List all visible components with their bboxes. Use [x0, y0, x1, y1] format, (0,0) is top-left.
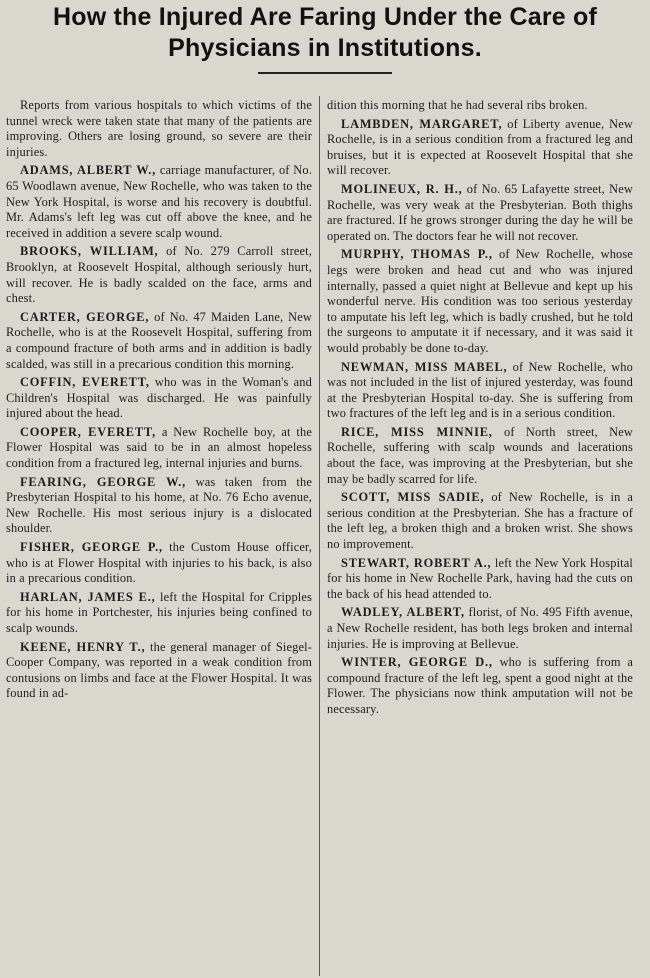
paragraph-text: dition this morning that he had several ribs broken.	[327, 98, 588, 112]
article-paragraph	[6, 244, 312, 306]
paragraph-text: who was in the Woman's and Children's Hospital was discharged. He was painfully injured about the head.	[6, 375, 312, 421]
paragraph-text: the general manager of Siegel-Cooper Company, was reported in a weak condition from contusions on limbs and face at the Flower Hospital. It was found in ad-	[6, 639, 312, 701]
patient-name: MOLINEUX, R. H.,	[341, 181, 463, 196]
left-column	[6, 98, 312, 976]
article-paragraph	[327, 182, 633, 244]
article-paragraph	[6, 475, 312, 537]
paragraph-text: of No. 279 Carroll street, Brooklyn, at Roosevelt Hospital, although seriously hurt, will recover. He is badly scalded on the face, arms and chest.	[6, 244, 312, 306]
paragraph-text: who is suffering from a compound fracture of the left leg, spent a good night at the Flower. The physicians now think amputation will not be necessary.	[327, 655, 633, 716]
paragraph-text: of Liberty avenue, New Rochelle, is in a serious condition from a fractured leg and bruises, but it is expected at Roosevelt Hospital that she will recover.	[327, 116, 633, 178]
right-column	[327, 98, 633, 976]
article-paragraph	[6, 590, 312, 637]
paragraph-text: left the New York Hospital for his home in New Rochelle Park, having had the cuts on the back of his head attended to.	[327, 555, 633, 601]
paragraph-text: florist, of No. 495 Fifth avenue, a New Rochelle resident, has both legs broken and internal injuries. He is improving at Bellevue.	[327, 605, 633, 651]
article-paragraph	[327, 98, 633, 114]
article-paragraph	[327, 655, 633, 717]
article-paragraph	[327, 556, 633, 603]
patient-name: COFFIN, EVERETT,	[20, 375, 150, 390]
patient-name: KEENE, HENRY T.,	[20, 639, 146, 654]
paragraph-text: of No. 65 Lafayette street, New Rochelle, was very weak at the Presbyterian. Both thighs are fractured. If he grows stronger during the day he will be operated on. The doctors fear he will not recover.	[327, 181, 633, 243]
article-paragraph	[327, 425, 633, 487]
article-paragraph	[6, 163, 312, 241]
paragraph-text: of New Rochelle, whose legs were broken and head cut and who was injured internally, passed a quiet night at Bellevue and kept up his wonderful nerve. His condition was too serious yesterday to amputate his left leg, which is badly crushed, but he told the surgeons to amputate it if necessary, and it was said it would probably be done to-day.	[327, 247, 633, 355]
article-paragraph	[6, 425, 312, 472]
paragraph-text: of North street, New Rochelle, suffering with scalp wounds and lacerations about the face, was improving at the Presbyterian, but she may be badly scarred for life.	[327, 424, 633, 486]
patient-name: HARLAN, JAMES E.,	[20, 589, 156, 604]
patient-name: FISHER, GEORGE P.,	[20, 540, 163, 555]
paragraph-text: the Custom House officer, who is at Flower Hospital with injuries to his back, is also in a precarious condition.	[6, 540, 312, 586]
patient-name: RICE, MISS MINNIE,	[341, 424, 493, 439]
article-paragraph	[327, 117, 633, 179]
patient-name: COOPER, EVERETT,	[20, 424, 156, 439]
article-paragraph	[6, 540, 312, 587]
column-divider	[319, 96, 320, 976]
paragraph-text: of No. 47 Maiden Lane, New Rochelle, who is at the Roosevelt Hospital, suffering from a compound fracture of both arms and in addition is badly scalded, was still in a precarious condition this morning.	[6, 309, 312, 371]
paragraph-text: was taken from the Presbyterian Hospital to his home, at No. 76 Echo avenue, New Rochelle. His most serious injury is a dislocated shoulder.	[6, 474, 312, 536]
paragraph-text: carriage manufacturer, of No. 65 Woodlawn avenue, New Rochelle, who was taken to the New York Hospital, is worse and his recovery is doubtful. Mr. Adams's left leg was cut off above the knee, and he received in addition a severe scalp wound.	[6, 163, 312, 240]
headline: How the Injured Are Faring Under the Care of Physicians in Institutions.	[52, 3, 598, 62]
patient-name: CARTER, GEORGE,	[20, 309, 150, 324]
patient-name: WINTER, GEORGE D.,	[341, 655, 493, 670]
paragraph-text: of New Rochelle, is in a serious condition at the Presbyterian. She has a fracture of the left leg, a broken thigh and a broken wrist. She shows no improvement.	[327, 490, 633, 552]
article-paragraph	[6, 640, 312, 702]
patient-name: WADLEY, ALBERT,	[341, 605, 465, 620]
article-paragraph	[327, 360, 633, 422]
patient-name: ADAMS, ALBERT W.,	[20, 163, 157, 178]
article-paragraph	[6, 98, 312, 160]
paragraph-text: a New Rochelle boy, at the Flower Hospital was said to be in an almost hopeless condition from a fractured leg, internal injuries and burns.	[6, 424, 312, 471]
article-paragraph	[6, 375, 312, 422]
patient-name: BROOKS, WILLIAM,	[20, 244, 159, 259]
patient-name: STEWART, ROBERT A.,	[341, 555, 492, 570]
paragraph-text: Reports from various hospitals to which victims of the tunnel wreck were taken state that many of the patients are improving. Others are losing ground, so severe are their injuries.	[6, 98, 312, 159]
patient-name: MURPHY, THOMAS P.,	[341, 247, 493, 262]
article-paragraph	[327, 247, 633, 356]
patient-name: NEWMAN, MISS MABEL,	[341, 359, 508, 374]
paragraph-text: of New Rochelle, who was not included in the list of injured yesterday, was found at the Presbyterian Hospital to-day. She is suffering from two fractures of the left leg and is in a serious condition.	[327, 359, 633, 421]
article-paragraph	[6, 310, 312, 372]
patient-name: FEARING, GEORGE W.,	[20, 474, 186, 489]
article-paragraph	[327, 490, 633, 552]
patient-name: SCOTT, MISS SADIE,	[341, 490, 485, 505]
headline-rule	[258, 72, 392, 74]
article-paragraph	[327, 605, 633, 652]
patient-name: LAMBDEN, MARGARET,	[341, 116, 503, 131]
paragraph-text: left the Hospital for Cripples for his home in Portchester, his injuries being confined to scalp wounds.	[6, 589, 312, 635]
